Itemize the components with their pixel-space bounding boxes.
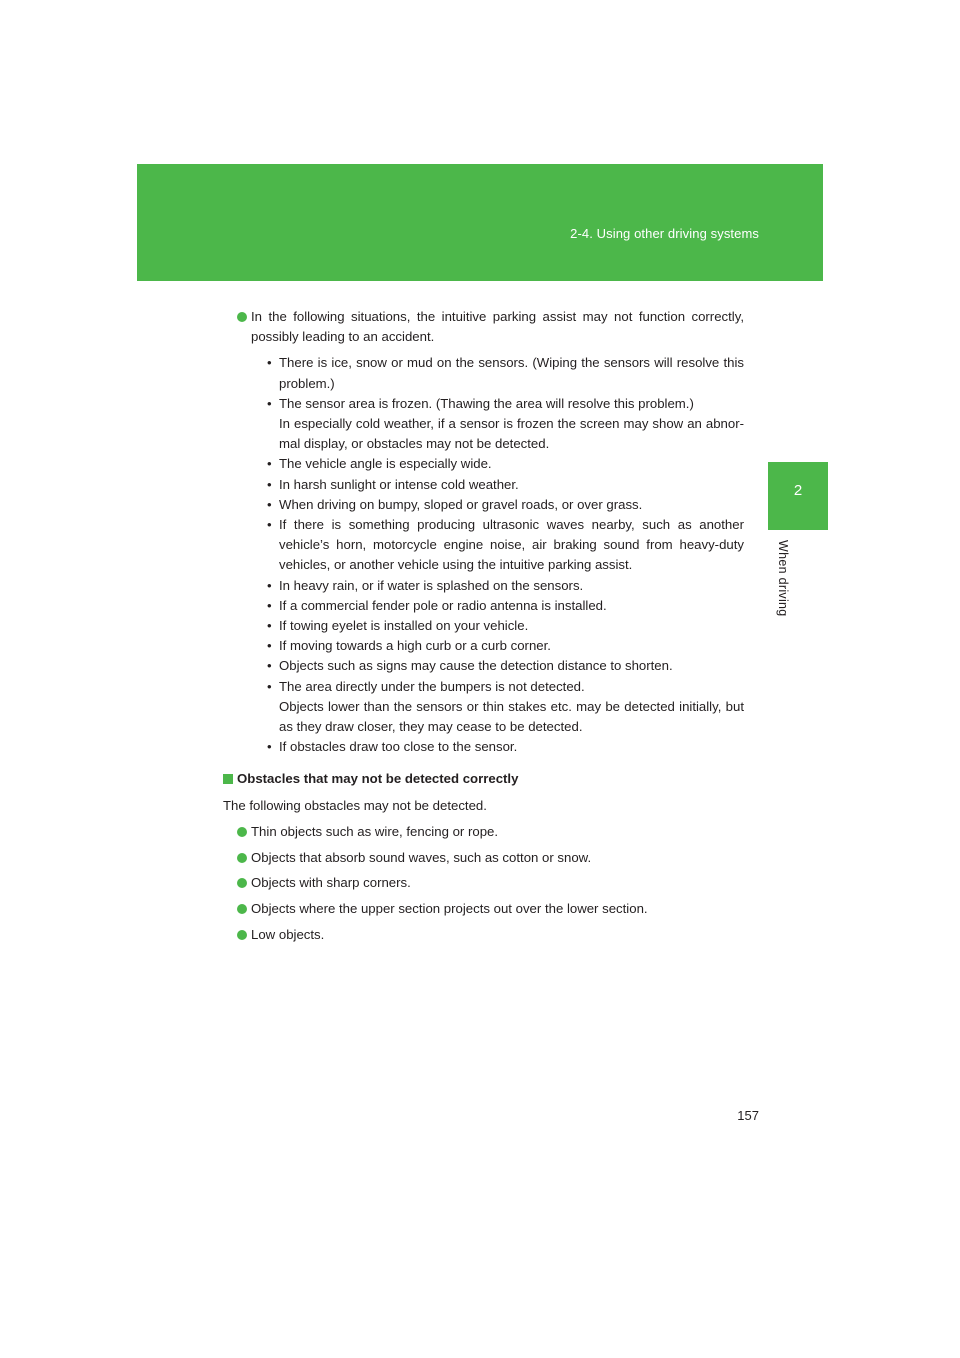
- situation-text: In heavy rain, or if water is splashed on the sensors.: [279, 577, 584, 593]
- sub-bullet-icon: •: [267, 678, 272, 694]
- sub-bullet-icon: •: [267, 456, 272, 472]
- obstacle-item: [237, 873, 744, 893]
- situation-text: If there is something producing ultrasonic waves nearby, such as another vehicle’s horn, motorcycle engine noise, air braking sound from heavy-duty vehicles, or another vehicle using the intuitive parking assist.: [279, 517, 744, 573]
- situation-text: Objects such as signs may cause the detection distance to shorten.: [279, 658, 673, 674]
- situation-item: [251, 636, 744, 656]
- chapter-tab: [768, 462, 828, 530]
- sub-bullet-icon: •: [267, 476, 272, 492]
- sub-bullet-icon: •: [267, 739, 272, 755]
- situation-list: [251, 353, 744, 757]
- situation-item: [251, 576, 744, 596]
- situation-text: When driving on bumpy, sloped or gravel roads, or over grass.: [279, 496, 643, 512]
- situation-note: In especially cold weather, if a sensor is frozen the screen may show an abnor-mal display, or obstacles may not be detected.: [279, 416, 744, 452]
- situation-text: If moving towards a high curb or a curb corner.: [279, 638, 551, 654]
- situation-item: [251, 515, 744, 576]
- sub-bullet-icon: •: [267, 496, 272, 512]
- intro-bullet-text: In the following situations, the intuitive parking assist may not function correctly, possibly leading to an accident.: [251, 309, 744, 345]
- sub-bullet-icon: •: [267, 638, 272, 654]
- chapter-number: 2: [793, 482, 803, 499]
- obstacles-heading: [223, 769, 744, 789]
- section-title: 2-4. Using other driving systems: [570, 226, 759, 241]
- obstacle-item: [237, 899, 744, 919]
- situation-item: [251, 737, 744, 757]
- situation-item: [251, 475, 744, 495]
- situation-text: If obstacles draw too close to the sensor.: [279, 739, 518, 755]
- page-number: 157: [737, 1108, 759, 1123]
- chapter-side-label: When driving: [776, 540, 790, 617]
- situation-item: [251, 495, 744, 515]
- situation-text: The sensor area is frozen. (Thawing the area will resolve this problem.): [279, 395, 694, 411]
- situation-note: Objects lower than the sensors or thin stakes etc. may be detected initially, but as they draw closer, they may cease to be detected.: [279, 698, 744, 735]
- situation-item: [251, 616, 744, 636]
- sub-bullet-icon: •: [267, 618, 272, 634]
- situation-item: [251, 596, 744, 616]
- intro-bullet: [237, 307, 744, 757]
- obstacle-text: Low objects.: [251, 927, 325, 943]
- obstacle-text: Objects with sharp corners.: [251, 875, 411, 891]
- sub-bullet-icon: •: [267, 577, 272, 593]
- obstacle-text: Objects where the upper section projects out over the lower section.: [251, 901, 648, 917]
- sub-bullet-icon: •: [267, 355, 272, 371]
- green-dot-bullet-icon: [237, 904, 247, 914]
- green-dot-bullet-icon: [237, 853, 247, 863]
- header-band: [137, 164, 823, 281]
- situation-text: The area directly under the bumpers is not detected.: [279, 678, 585, 694]
- situation-item: [251, 677, 744, 738]
- green-dot-bullet-icon: [237, 312, 247, 322]
- situation-text: If a commercial fender pole or radio antenna is installed.: [279, 597, 607, 613]
- page-content: [223, 307, 744, 951]
- situation-text: There is ice, snow or mud on the sensors. (Wiping the sensors will resolve this problem.): [279, 355, 744, 391]
- obstacles-heading-text: Obstacles that may not be detected correctly: [237, 771, 519, 787]
- obstacles-intro: The following obstacles may not be detected.: [223, 797, 487, 813]
- obstacle-item: [237, 848, 744, 868]
- green-square-bullet-icon: [223, 774, 233, 784]
- situation-item: [251, 454, 744, 474]
- obstacle-list: [237, 822, 744, 945]
- green-dot-bullet-icon: [237, 827, 247, 837]
- green-dot-bullet-icon: [237, 930, 247, 940]
- situation-item: [251, 353, 744, 393]
- obstacle-text: Thin objects such as wire, fencing or rope.: [251, 823, 499, 839]
- situation-item: [251, 656, 744, 676]
- green-dot-bullet-icon: [237, 878, 247, 888]
- sub-bullet-icon: •: [267, 658, 272, 674]
- sub-bullet-icon: •: [267, 395, 272, 411]
- obstacle-item: [237, 925, 744, 945]
- obstacle-text: Objects that absorb sound waves, such as cotton or snow.: [251, 849, 592, 865]
- situation-text: If towing eyelet is installed on your vehicle.: [279, 618, 529, 634]
- situation-item: [251, 394, 744, 455]
- situation-text: The vehicle angle is especially wide.: [279, 456, 492, 472]
- situation-text: In harsh sunlight or intense cold weather.: [279, 476, 519, 492]
- obstacle-item: [237, 822, 744, 842]
- sub-bullet-icon: •: [267, 517, 272, 533]
- sub-bullet-icon: •: [267, 597, 272, 613]
